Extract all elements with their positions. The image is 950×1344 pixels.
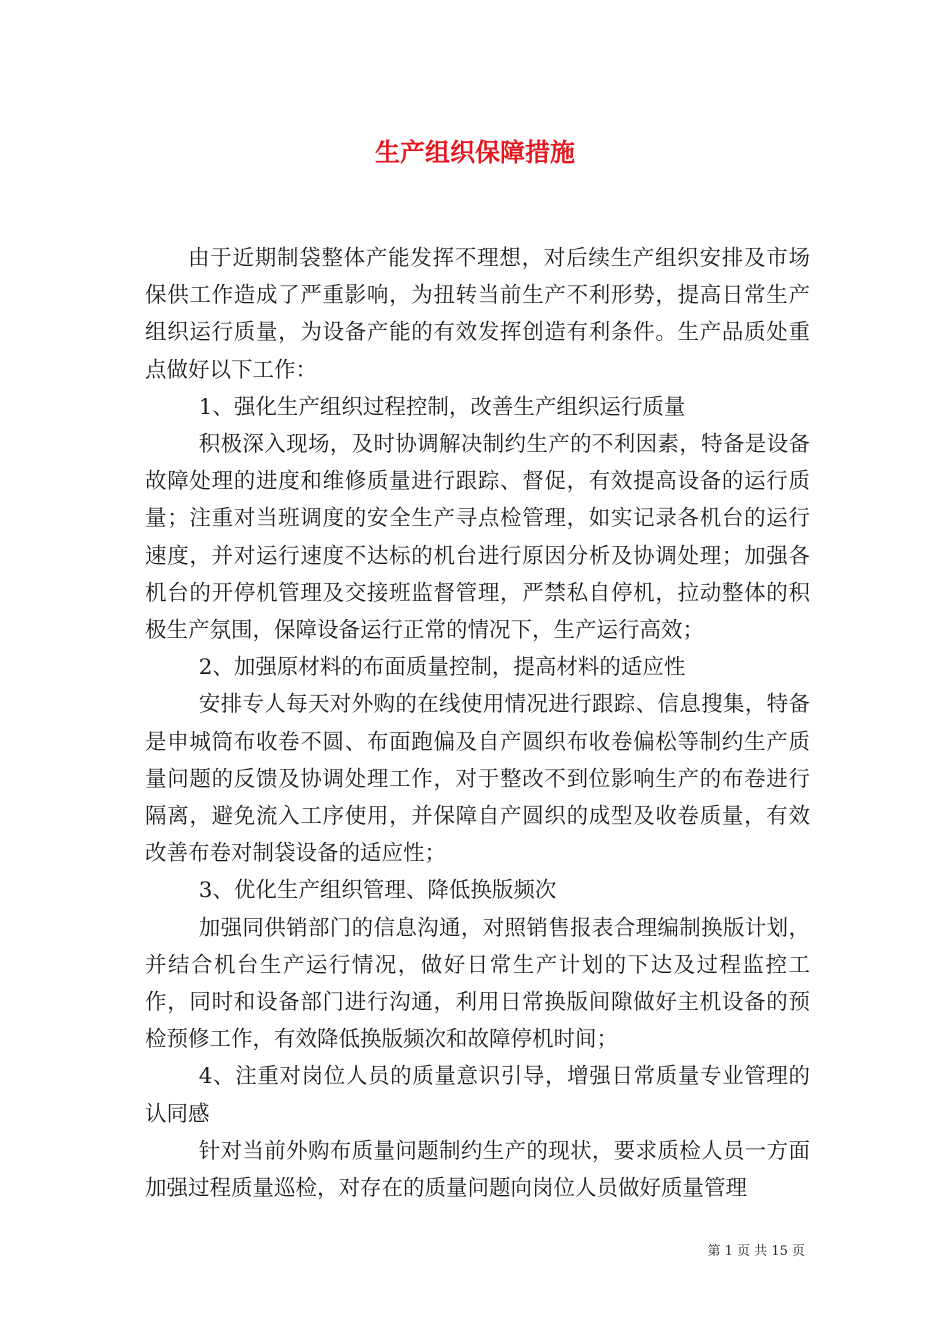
section-heading-4: 4、注重对岗位人员的质量意识引导，增强日常质量专业管理的认同感 bbox=[145, 1064, 810, 1127]
section-heading-3: 3、优化生产组织管理、降低换版频次 bbox=[198, 878, 557, 904]
section-paragraph-1: 积极深入现场，及时协调解决制约生产的不利因素，特备是设备故障处理的进度和维修质量进行跟踪、督促，有效提高设备的运行质量；注重对当班调度的安全生产寻点检管理，如实记录各机台的运行速度，并对运行速度不达标的机台进行原因分析及协调处理；加强各机台的开停机管理及交接班监督管理，严禁私自停机，拉动整体的积极生产氛围，保障设备运行正常的情况下，生产运行高效； bbox=[145, 432, 810, 644]
document-title: 生产组织保障措施 bbox=[374, 138, 575, 167]
intro-paragraph: 由于近期制袋整体产能发挥不理想，对后续生产组织安排及市场保供工作造成了严重影响，为扭转当前生产不利形势，提高日常生产组织运行质量，为设备产能的有效发挥创造有利条件。生产品质处重点做好以下工作： bbox=[145, 246, 810, 383]
section-paragraph-4: 针对当前外购布质量问题制约生产的现状，要求质检人员一方面加强过程质量巡检，对存在的质量问题向岗位人员做好质量管理 bbox=[145, 1138, 810, 1202]
page-number-footer: 第 1 页 共 15 页 bbox=[707, 1244, 805, 1259]
section-heading-2: 2、加强原材料的布面质量控制，提高材料的适应性 bbox=[198, 655, 686, 681]
section-heading-1: 1、强化生产组织过程控制，改善生产组织运行质量 bbox=[198, 394, 686, 420]
document-body bbox=[145, 240, 810, 1207]
section-paragraph-3: 加强同供销部门的信息沟通，对照销售报表合理编制换版计划，并结合机台生产运行情况，做好日常生产计划的下达及过程监控工作，同时和设备部门进行沟通，利用日常换版间隙做好主机设备的预检预修工作，有效降低换版频次和故障停机时间； bbox=[145, 915, 810, 1053]
section-paragraph-2: 安排专人每天对外购的在线使用情况进行跟踪、信息搜集，特备是申城筒布收卷不圆、布面跑偏及自产圆织布收卷偏松等制约生产质量问题的反馈及协调处理工作，对于整改不到位影响生产的布卷进行隔离，避免流入工序使用，并保障自产圆织的成型及收卷质量，有效改善布卷对制袋设备的适应性； bbox=[145, 692, 810, 867]
